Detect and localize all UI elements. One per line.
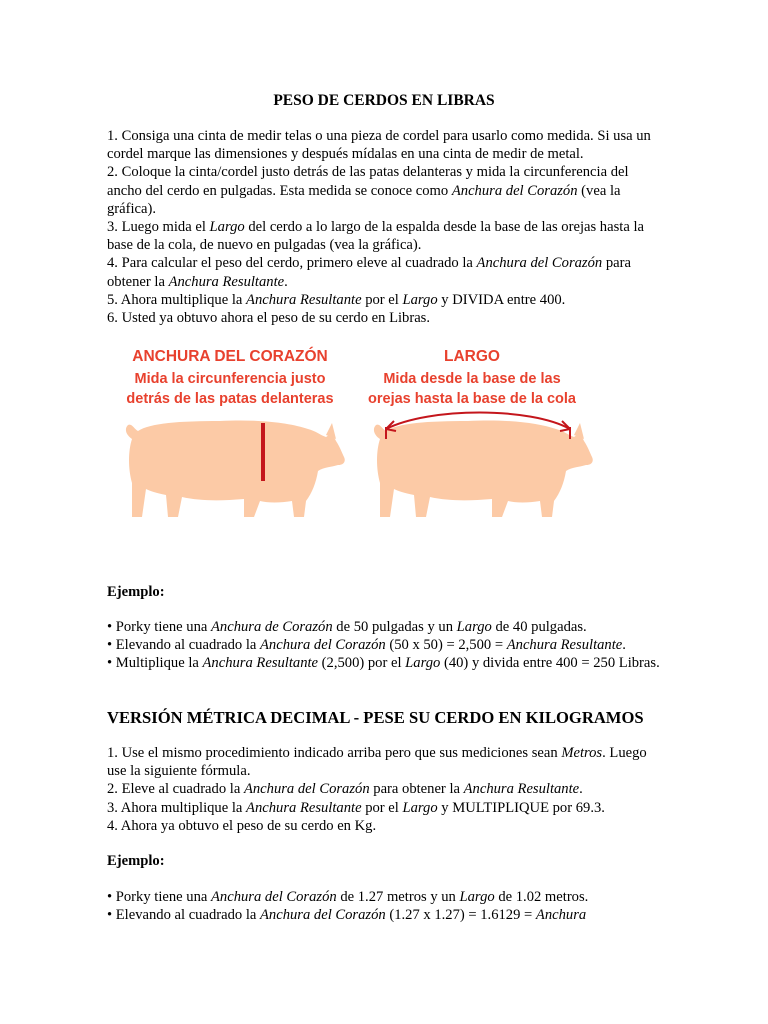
- step-emphasis: Metros: [561, 745, 603, 761]
- example-kg-2: [107, 906, 663, 924]
- step-text: por el: [361, 799, 403, 816]
- example-text: • Elevando al cuadrado la: [107, 637, 261, 654]
- example-lb: [107, 618, 663, 673]
- example-emphasis: Anchura de Corazón: [211, 619, 333, 635]
- example-emphasis: Anchura: [535, 907, 587, 924]
- page-title: PESO DE CERDOS EN LIBRAS: [273, 92, 495, 109]
- step-lb-5: [107, 291, 663, 309]
- example-text: (1.27 x 1.27) = 1.6129 =: [385, 907, 536, 924]
- example-lb-1: [107, 618, 663, 636]
- tail-base-tick: [385, 427, 387, 439]
- example-text: (50 x 50) = 2,500 =: [385, 637, 507, 654]
- step-text: 4. Para calcular el peso del cerdo, primero eleve al cuadrado la: [107, 255, 477, 272]
- length-line-1: Mida desde la base de las: [383, 371, 561, 387]
- example-text: • Porky tiene una: [107, 619, 212, 635]
- step-text: 1. Use el mismo procedimiento indicado arriba pero que sus mediciones sean: [107, 745, 562, 761]
- step-lb-6: [107, 309, 663, 327]
- step-kg-3: [107, 799, 663, 817]
- step-text: del cerdo a lo largo de la espalda desde la base de las orejas hasta la base de la cola, de nuevo en pulgadas (vea la gráfica).: [107, 219, 644, 254]
- example-heading-lb: Ejemplo:: [107, 584, 165, 600]
- example-emphasis: Largo: [459, 889, 495, 905]
- example-kg-1: [107, 888, 663, 906]
- ear-base-tick: [569, 427, 571, 439]
- pig-right-icon: [374, 420, 593, 517]
- step-lb-4: [107, 254, 663, 290]
- example-kg: [107, 888, 663, 924]
- step-emphasis: Anchura Resultante: [246, 799, 362, 816]
- step-text: . Luego use la siguiente fórmula.: [107, 745, 647, 780]
- example-text: (40) y divida entre 400 = 250 Libras.: [440, 655, 660, 672]
- step-emphasis: Anchura Resultante: [246, 291, 362, 308]
- step-text: .: [284, 273, 288, 290]
- step-emphasis: Anchura Resultante: [463, 781, 580, 798]
- example-text: de 40 pulgadas.: [491, 619, 587, 635]
- example-text: de 1.02 metros.: [494, 889, 589, 905]
- step-text: y MULTIPLIQUE por 69.3.: [437, 799, 605, 816]
- pig-diagram: [120, 343, 600, 533]
- step-text: (vea la gráfica).: [107, 182, 621, 217]
- heart-girth-title: ANCHURA DEL CORAZÓN: [132, 348, 328, 365]
- step-text: 2. Eleve al cuadrado la: [107, 781, 244, 798]
- step-kg-2: [107, 780, 663, 798]
- step-text: 3. Luego mida el: [107, 219, 210, 236]
- example-emphasis: Largo: [405, 655, 441, 672]
- step-text: por el: [361, 291, 403, 308]
- step-text: .: [579, 781, 583, 798]
- step-emphasis: Anchura del Corazón: [476, 255, 603, 272]
- step-emphasis: Largo: [402, 799, 438, 816]
- step-text: 1. Consiga una cinta de medir telas o una pieza de cordel para usarlo como medida. Si usa un cordel marque las dimensiones y después mídalas en una cinta de medir de metal.: [107, 128, 651, 163]
- heart-girth-line-2: detrás de las patas delanteras: [126, 391, 334, 407]
- example-lb-3: [107, 654, 663, 672]
- step-kg-4: [107, 817, 663, 835]
- steps-kg: [107, 744, 663, 835]
- example-emphasis: Anchura Resultante: [506, 637, 623, 654]
- example-text: de 50 pulgadas y un: [332, 619, 457, 635]
- length-title: LARGO: [444, 348, 500, 365]
- step-text: 6. Usted ya obtuvo ahora el peso de su cerdo en Libras.: [107, 310, 430, 327]
- example-text: de 1.27 metros y un: [336, 889, 460, 905]
- example-emphasis: Anchura del Corazón: [260, 907, 386, 924]
- example-text: • Porky tiene una: [107, 889, 212, 905]
- step-text: 5. Ahora multiplique la: [107, 291, 247, 308]
- step-emphasis: Largo: [209, 219, 245, 236]
- example-emphasis: Anchura del Corazón: [211, 889, 337, 905]
- pig-measurement-figure: [120, 343, 600, 533]
- example-emphasis: Anchura del Corazón: [260, 637, 386, 654]
- step-lb-2: [107, 163, 663, 218]
- step-emphasis: Anchura del Corazón: [243, 781, 370, 798]
- metric-heading: VERSIÓN MÉTRICA DECIMAL - PESE SU CERDO EN KILOGRAMOS: [107, 708, 644, 727]
- example-text: • Elevando al cuadrado la: [107, 907, 261, 924]
- heart-girth-line-1: Mida la circunferencia justo: [134, 371, 326, 387]
- example-heading-kg: Ejemplo:: [107, 853, 165, 869]
- step-text: para obtener la: [107, 255, 631, 290]
- step-lb-1: [107, 127, 663, 163]
- example-lb-2: [107, 636, 663, 654]
- heart-girth-marker: [261, 423, 265, 481]
- step-emphasis: Anchura del Corazón: [451, 182, 578, 199]
- step-emphasis: Anchura Resultante: [168, 273, 285, 290]
- example-emphasis: Anchura Resultante: [202, 655, 319, 672]
- example-emphasis: Largo: [456, 619, 492, 635]
- step-lb-3: [107, 218, 663, 254]
- step-text: 2. Coloque la cinta/cordel justo detrás de las patas delanteras y mida la circunferencia del ancho del cerdo en pulgadas. Esta medida se conoce como: [107, 164, 629, 199]
- step-text: para obtener la: [369, 781, 464, 798]
- step-emphasis: Largo: [402, 291, 438, 308]
- length-line-2: orejas hasta la base de la cola: [368, 391, 576, 407]
- example-text: • Multiplique la: [107, 655, 203, 672]
- step-text: 3. Ahora multiplique la: [107, 799, 247, 816]
- step-kg-1: [107, 744, 663, 780]
- step-text: 4. Ahora ya obtuvo el peso de su cerdo en Kg.: [107, 817, 377, 834]
- example-text: .: [622, 637, 626, 654]
- pig-left-icon: [126, 420, 345, 517]
- steps-lb: [107, 127, 663, 327]
- step-text: y DIVIDA entre 400.: [437, 291, 566, 308]
- example-text: (2,500) por el: [318, 655, 406, 672]
